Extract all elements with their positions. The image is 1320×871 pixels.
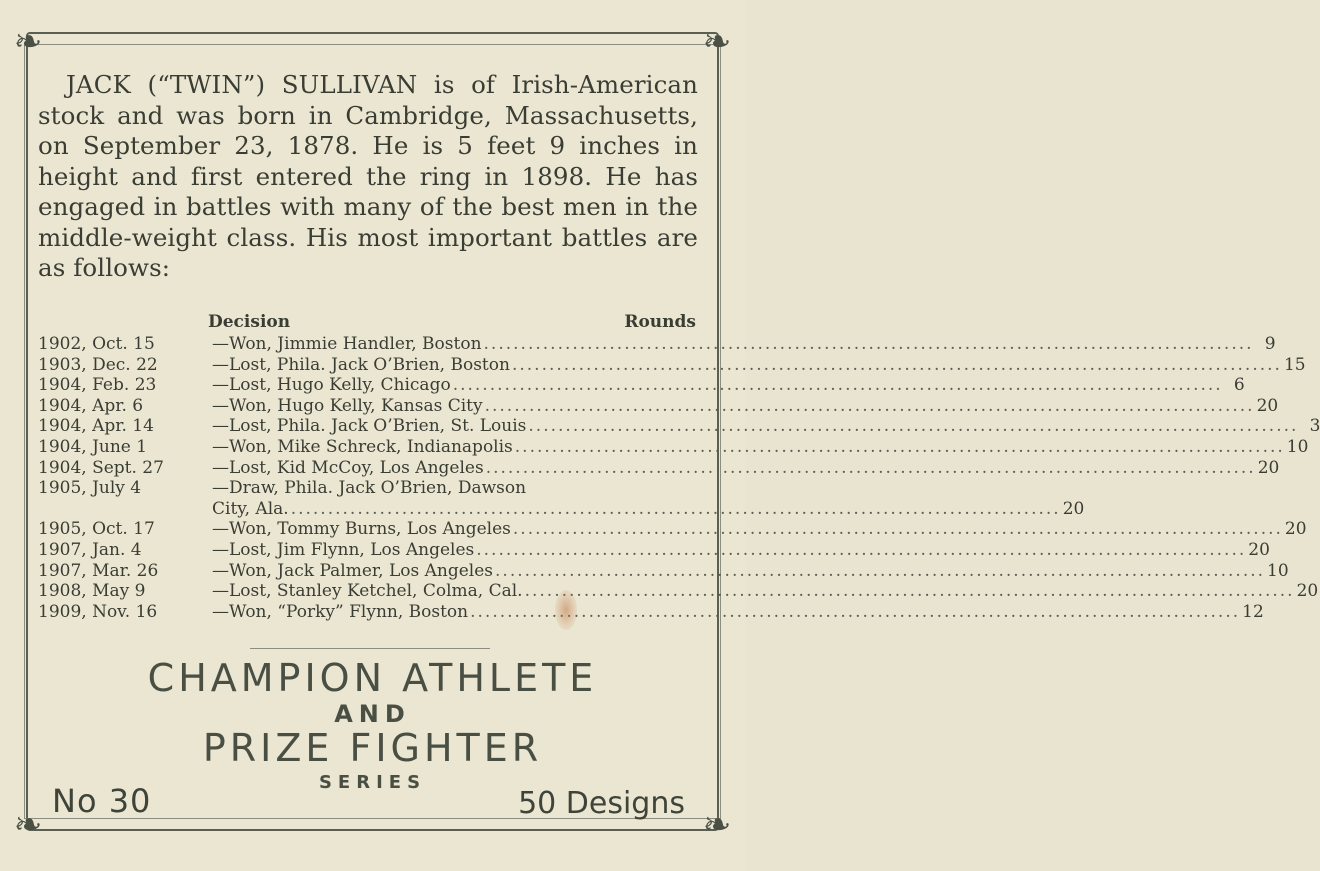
series-title-line-2: AND <box>334 700 411 728</box>
bout-row <box>38 334 1276 355</box>
bout-result: —Lost, Kid McCoy, Los Angeles <box>212 457 484 478</box>
bout-rounds: 10 <box>1267 560 1289 581</box>
rounds-header: Rounds <box>624 312 696 332</box>
dot-leader <box>484 458 1258 479</box>
dot-leader <box>468 602 1242 623</box>
bout-result: —Won, Hugo Kelly, Kansas City <box>212 395 483 416</box>
bout-rounds: 10 <box>1286 436 1309 457</box>
bout-result: —Lost, Phila. Jack O’Brien, Boston <box>212 354 510 375</box>
dot-leader <box>513 437 1287 458</box>
bout-date: 1908, May 9 <box>38 581 146 602</box>
bout-date: 1904, Apr. 6 <box>38 395 144 416</box>
bout-result: —Lost, Stanley Ketchel, Colma, Cal. <box>212 581 523 602</box>
series-title-line-3: PRIZE FIGHTER <box>202 726 543 770</box>
bout-date: 1903, Dec. 22 <box>38 354 158 375</box>
bout-result: —Lost, Hugo Kelly, Chicago <box>212 375 451 396</box>
scroll-flourish-icon: ❧ <box>702 805 732 845</box>
scroll-flourish-icon: ❧ <box>702 22 732 62</box>
bout-result: —Won, Mike Schreck, Indianapolis <box>212 436 513 457</box>
bout-row <box>38 354 1306 376</box>
dot-leader <box>482 334 1256 355</box>
paper-stain <box>555 590 577 630</box>
bout-row <box>38 581 1319 602</box>
dot-leader <box>523 581 1297 602</box>
bout-result: —Won, Tommy Burns, Los Angeles <box>212 519 511 540</box>
bout-result: —Lost, Phila. Jack O’Brien, St. Louis <box>212 416 527 437</box>
bout-rounds: 9 <box>1264 334 1276 354</box>
bout-rounds: 20 <box>1248 539 1270 560</box>
designs-count: 50 Designs <box>518 786 685 821</box>
series-title-line-1: CHAMPION ATHLETE <box>147 656 598 700</box>
bout-row <box>38 478 698 499</box>
bout-row <box>38 498 1085 520</box>
dot-leader <box>511 519 1285 540</box>
bout-result: —Lost, Jim Flynn, Los Angeles <box>212 539 475 560</box>
bout-rounds: 20 <box>1296 581 1319 602</box>
bout-row <box>38 519 1307 540</box>
bout-list <box>38 334 1320 622</box>
bout-result: —Won, Jack Palmer, Los Angeles <box>212 560 494 581</box>
section-divider <box>250 648 490 649</box>
bout-rounds: 20 <box>1062 498 1085 519</box>
bout-result: City, Ala. <box>212 498 289 519</box>
bout-result: —Won, Jimmie Handler, Boston <box>212 334 482 354</box>
dot-leader <box>493 561 1267 582</box>
bout-row <box>38 539 1270 561</box>
scroll-flourish-icon: ❧ <box>13 805 43 845</box>
bout-date: 1905, July 4 <box>38 478 142 499</box>
bout-date: 1905, Oct. 17 <box>38 519 155 540</box>
dot-leader <box>474 540 1248 561</box>
bout-table-header <box>38 312 698 334</box>
scroll-flourish-icon: ❧ <box>13 22 43 62</box>
bout-rounds: 20 <box>1256 395 1279 416</box>
dot-leader <box>289 499 1063 520</box>
dot-leader <box>483 396 1257 417</box>
bout-row <box>38 395 1279 417</box>
bout-row <box>38 457 1280 479</box>
bout-rounds: 20 <box>1284 519 1307 540</box>
bout-result: —Won, “Porky” Flynn, Boston <box>212 601 469 622</box>
bout-date: 1904, Feb. 23 <box>38 375 157 396</box>
bout-rounds: 6 <box>1233 375 1245 396</box>
dot-leader <box>451 375 1225 396</box>
bout-row <box>38 416 1320 437</box>
bout-row <box>38 436 1309 458</box>
bout-date: 1904, June 1 <box>38 436 148 457</box>
bout-date: 1907, Mar. 26 <box>38 560 159 581</box>
bout-date: 1907, Jan. 4 <box>38 539 142 560</box>
dot-leader <box>510 355 1284 376</box>
decision-header: Decision <box>208 312 291 332</box>
bout-rounds: 15 <box>1283 354 1306 375</box>
bout-date: 1904, Apr. 14 <box>38 416 154 437</box>
dot-leader <box>526 416 1300 437</box>
biography-text: JACK (“TWIN”) SULLIVAN is of Irish-American stock and was born in Cambridge, Massachusetts, on September 23, 1878. He is 5 feet 9 inches in height and first entered the ring in 1898. He has engaged in battles with many of the best men in the middle-weight class. His most important battles are as follows: <box>38 70 698 282</box>
bout-row <box>38 601 1264 623</box>
bout-result: —Draw, Phila. Jack O’Brien, Dawson <box>212 478 527 499</box>
bout-row <box>38 375 1245 396</box>
bout-rounds: 12 <box>1242 601 1264 622</box>
bout-date: 1909, Nov. 16 <box>38 601 158 622</box>
bout-date: 1902, Oct. 15 <box>38 334 155 354</box>
bout-rounds: 3 <box>1309 416 1320 437</box>
card-number: No 30 <box>52 782 152 820</box>
biography-paragraph <box>38 70 698 284</box>
bout-date: 1904, Sept. 27 <box>38 457 164 478</box>
series-title-line-4: SERIES <box>318 772 427 793</box>
bout-rounds: 20 <box>1257 457 1280 478</box>
bout-row <box>38 560 1289 582</box>
